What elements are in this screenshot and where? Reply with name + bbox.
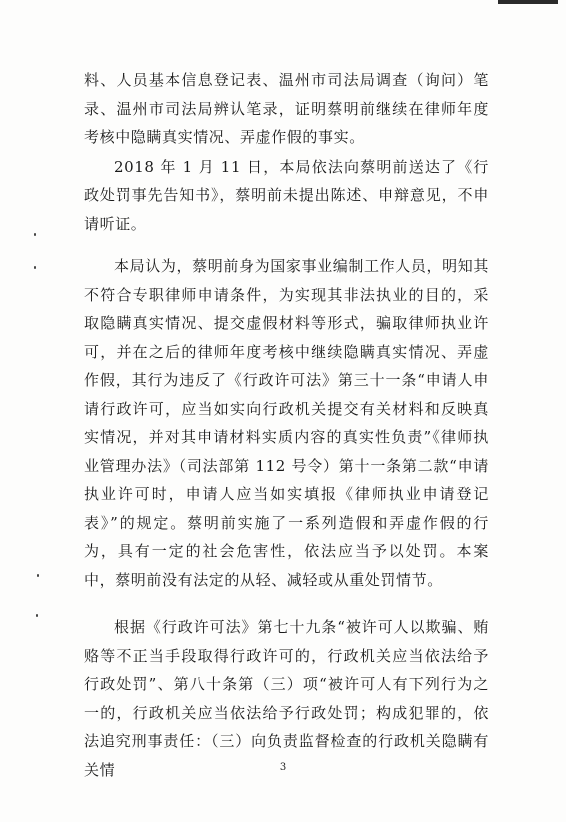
- paragraph-evidence-continuation: 料、人员基本信息登记表、温州市司法局调查（询问）笔录、温州市司法局辨认笔录，证明蔡明前继续在律师年度考核中隐瞒真实情况、弄虚作假的事实。: [84, 71, 489, 146]
- scan-edge-mark: [498, 0, 558, 4]
- scan-speck: [34, 233, 36, 236]
- scan-speck: [37, 574, 39, 577]
- scan-speck: [34, 266, 36, 269]
- paragraph-bureau-finding: 本局认为，蔡明前身为国家事业编制工作人员，明知其不符合专职律师申请条件，为实现其非法执业的目的，采取隐瞒真实情况、提交虚假材料等形式，骗取律师执业许可，并在之后的律师年度考核中继续隐瞒真实情况、弄虚作假，其行为违反了《行政许可法》第三十一条“申请人申请行政许可，应当如实向行政机关提交有关材料和反映真实情况，并对其申请材料实质内容的真实性负责”《律师执业管理办法》（司法部第 112 号令）第十一条第二款“申请执业许可时，申请人应当如实填报《律师执业申请登记表》”的规定。蔡明前实施了一系列造假和弄虚作假的行为，具有一定的社会危害性，依法应当予以处罚。本案中，蔡明前没有法定的从轻、减轻或从重处罚情节。: [84, 257, 489, 589]
- page-number: 3: [279, 762, 287, 773]
- scan-speck: [36, 614, 38, 617]
- document-body: [84, 66, 489, 784]
- paragraph-legal-basis: 根据《行政许可法》第七十九条“被许可人以欺骗、贿赂等不正当手段取得行政许可的，行政机关应当依法给予行政处罚”、第八十条第（三）项“被许可人有下列行为之一的，行政机关应当依法给予行政处罚；构成犯罪的，依法追究刑事责任：（三）向负责监督检查的行政机关隐瞒有关情: [84, 618, 489, 779]
- paragraph-notice-delivery: 2018 年 1 月 11 日，本局依法向蔡明前送达了《行政处罚事先告知书》，蔡明前未提出陈述、申辩意见，不申请听证。: [84, 157, 489, 233]
